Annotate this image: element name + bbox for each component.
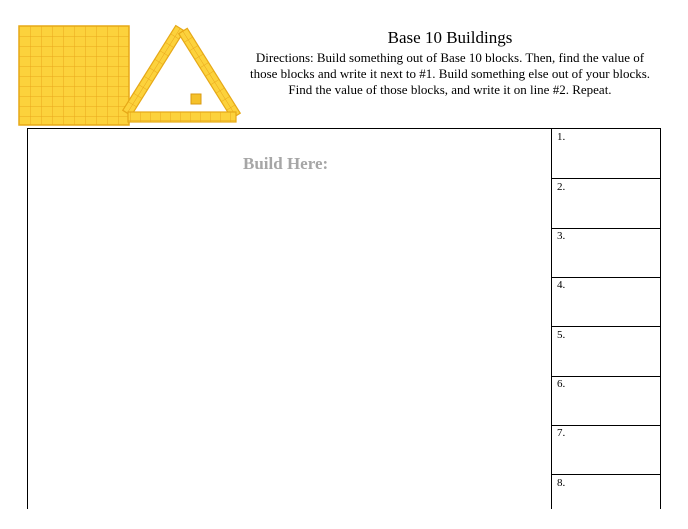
base-ten-flat-icon	[19, 26, 129, 125]
answer-line[interactable]	[552, 277, 661, 327]
answer-line[interactable]	[552, 425, 661, 475]
worksheet-frame	[27, 128, 661, 509]
line-number: 6.	[557, 378, 566, 390]
line-number: 5.	[557, 329, 566, 341]
build-here-label: Build Here:	[243, 154, 329, 173]
build-area[interactable]	[28, 129, 552, 509]
base-ten-unit-icon	[191, 94, 201, 104]
answer-line[interactable]	[552, 129, 661, 179]
base-ten-rod-triangle-icon	[123, 26, 240, 122]
answer-line[interactable]	[552, 179, 661, 229]
answer-line[interactable]	[552, 376, 661, 426]
answer-line[interactable]	[552, 327, 661, 377]
line-number: 3.	[557, 230, 566, 242]
line-number: 7.	[557, 427, 566, 439]
line-number: 4.	[557, 279, 566, 291]
line-number: 1.	[557, 131, 566, 143]
base-ten-blocks-illustration	[0, 0, 250, 130]
directions-text: Directions: Build something out of Base 10 blocks. Then, find the value of those blocks and write it next to #1. Build something else out of your blocks. Find the value of those blocks, and write it on line #2. Repeat.	[249, 50, 651, 97]
answer-line[interactable]	[552, 228, 661, 278]
answer-line[interactable]	[552, 475, 661, 510]
page-title: Base 10 Buildings	[387, 28, 513, 47]
line-number: 2.	[557, 181, 566, 193]
line-number: 8.	[557, 477, 566, 489]
answer-lines	[552, 129, 661, 509]
